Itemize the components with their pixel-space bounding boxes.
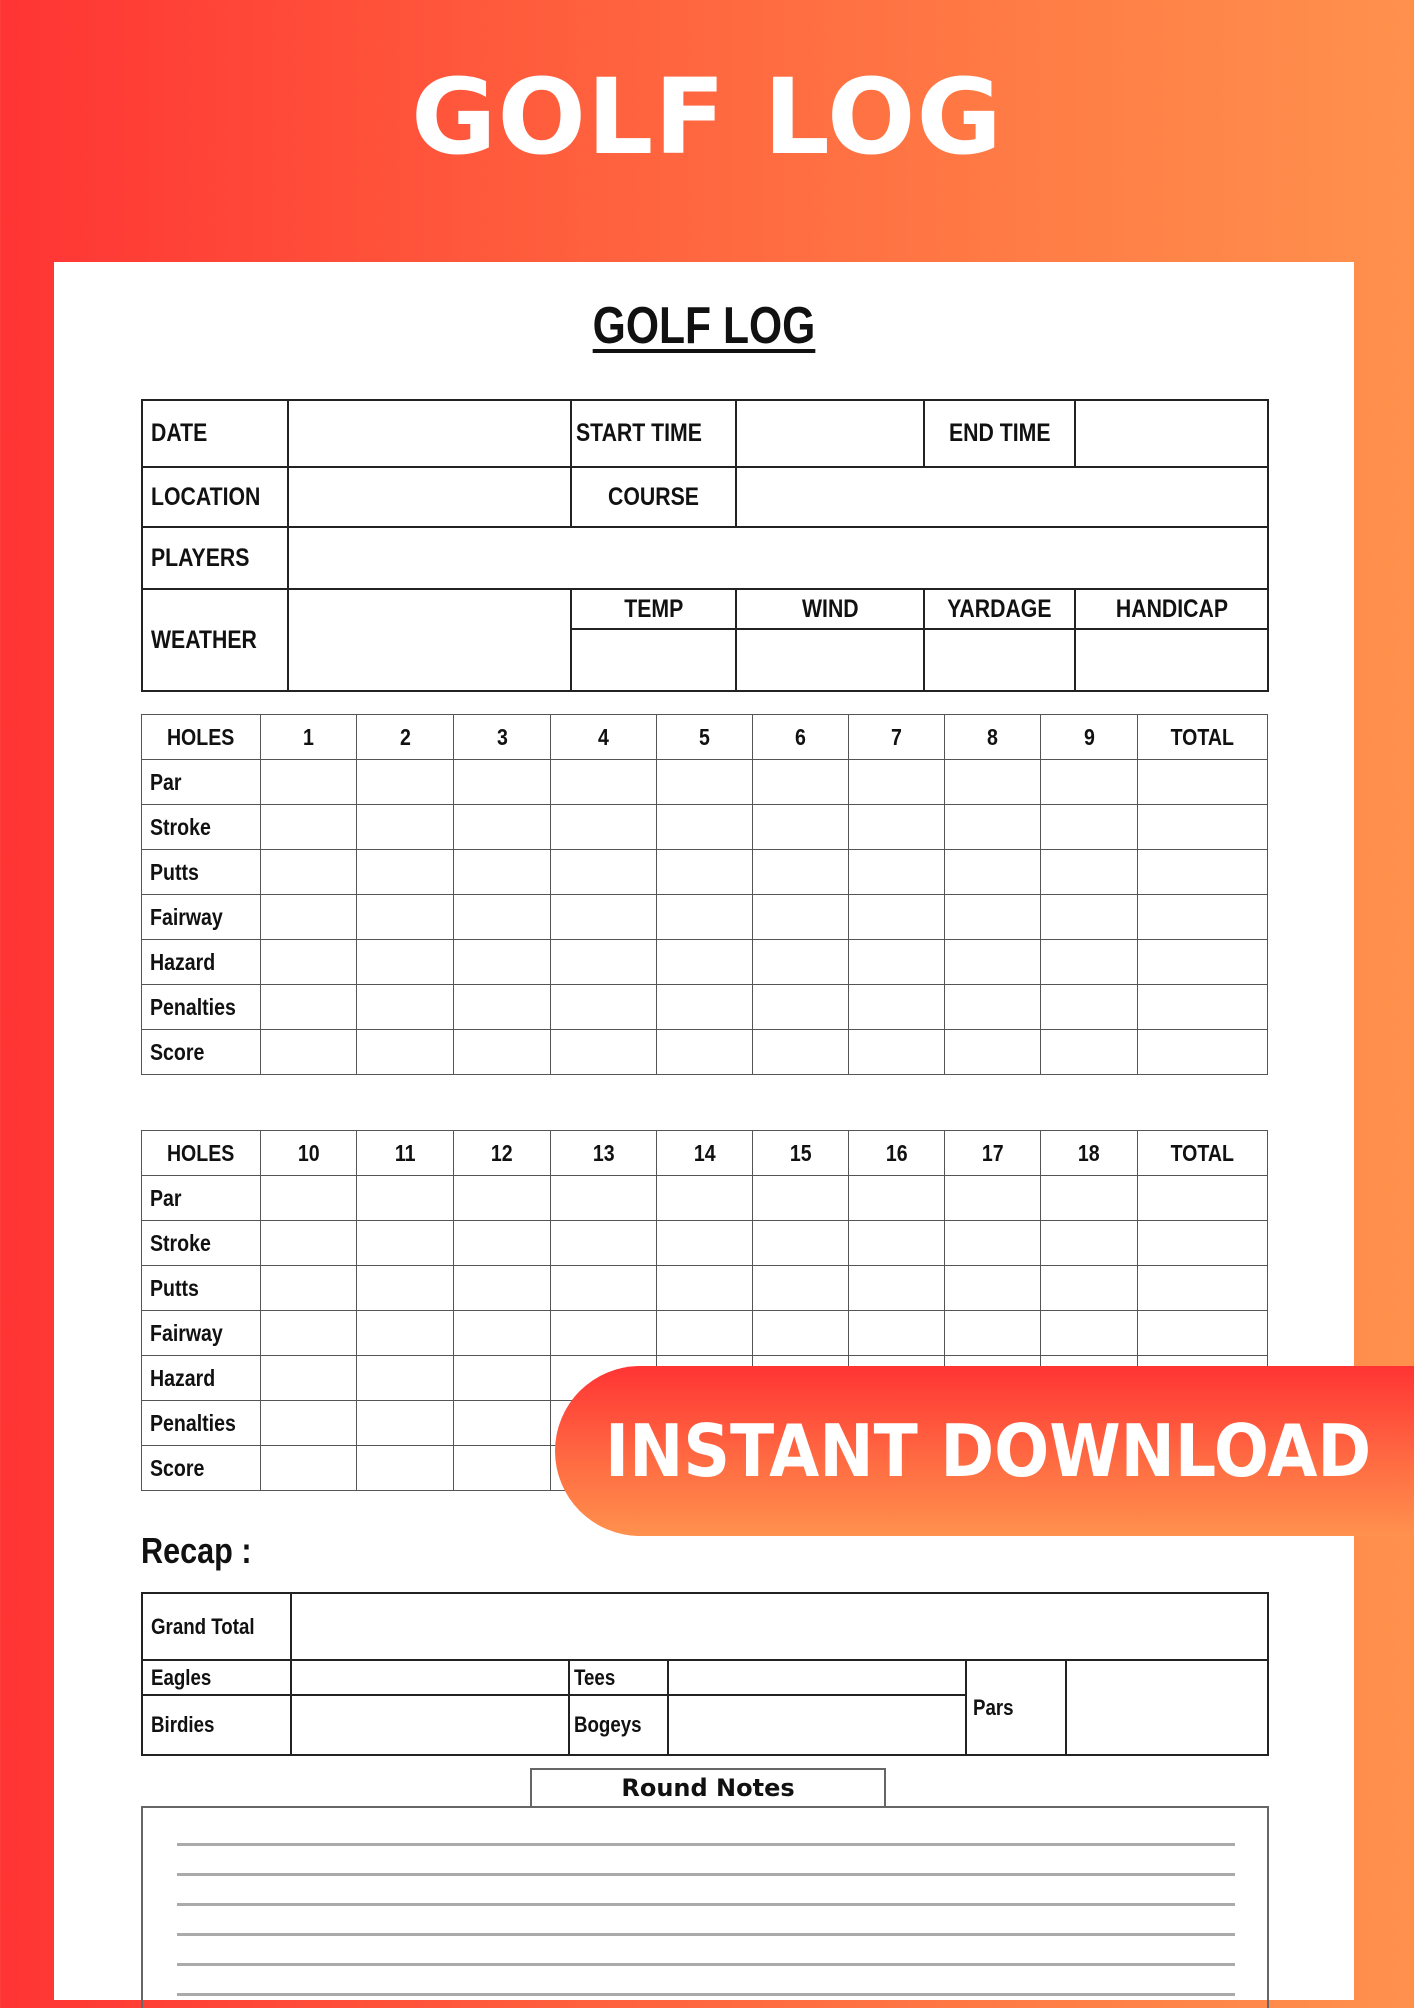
score-cell[interactable] (1138, 1266, 1268, 1311)
players-label: PLAYERS (142, 527, 288, 589)
end-time-field[interactable] (1075, 400, 1268, 467)
score-cell[interactable] (357, 850, 454, 895)
score-cell[interactable] (849, 1176, 945, 1221)
score-cell[interactable] (1041, 940, 1138, 985)
scorecard-row (142, 805, 1268, 850)
score-cell[interactable] (1041, 1266, 1138, 1311)
birdies-field[interactable] (291, 1695, 569, 1755)
row-label: Par (142, 1176, 261, 1221)
score-cell[interactable] (261, 1401, 357, 1446)
hole-number-header: 11 (357, 1131, 454, 1176)
hole-number-header: 2 (357, 715, 454, 760)
temp-field[interactable] (571, 629, 736, 691)
score-cell[interactable] (357, 1311, 454, 1356)
score-cell[interactable] (753, 1221, 849, 1266)
hole-number-header: 15 (753, 1131, 849, 1176)
score-cell[interactable] (261, 1030, 357, 1075)
score-cell[interactable] (849, 1030, 945, 1075)
hole-number-header: 8 (945, 715, 1041, 760)
score-cell[interactable] (261, 805, 357, 850)
score-cell[interactable] (261, 1266, 357, 1311)
score-cell[interactable] (657, 1266, 753, 1311)
score-cell[interactable] (1041, 895, 1138, 940)
hole-number-header: 10 (261, 1131, 357, 1176)
score-cell[interactable] (1138, 895, 1268, 940)
score-cell[interactable] (454, 805, 551, 850)
scorecard-header-row (142, 1131, 1268, 1176)
pars-field[interactable] (1066, 1660, 1268, 1755)
score-cell[interactable] (849, 1311, 945, 1356)
score-cell[interactable] (551, 895, 657, 940)
score-cell[interactable] (945, 760, 1041, 805)
score-cell[interactable] (753, 940, 849, 985)
pars-label: Pars (966, 1660, 1066, 1755)
row-label: Putts (142, 850, 261, 895)
score-cell[interactable] (357, 805, 454, 850)
hole-number-header: 9 (1041, 715, 1138, 760)
yardage-field[interactable] (924, 629, 1075, 691)
hole-number-header: 16 (849, 1131, 945, 1176)
score-cell[interactable] (657, 805, 753, 850)
score-cell[interactable] (357, 760, 454, 805)
wind-field[interactable] (736, 629, 924, 691)
score-cell[interactable] (945, 1176, 1041, 1221)
score-cell[interactable] (357, 1401, 454, 1446)
score-cell[interactable] (1041, 1176, 1138, 1221)
score-cell[interactable] (551, 985, 657, 1030)
score-cell[interactable] (454, 1446, 551, 1491)
scorecard-row (142, 850, 1268, 895)
date-label: DATE (142, 400, 288, 467)
score-cell[interactable] (753, 985, 849, 1030)
score-cell[interactable] (1041, 1030, 1138, 1075)
score-cell[interactable] (261, 1446, 357, 1491)
grand-total-label: Grand Total (142, 1593, 291, 1660)
hole-number-header: 18 (1041, 1131, 1138, 1176)
handicap-label: HANDICAP (1075, 589, 1268, 629)
score-cell[interactable] (945, 1030, 1041, 1075)
course-label: COURSE (571, 467, 736, 527)
holes-header: HOLES (142, 715, 261, 760)
row-label: Score (142, 1030, 261, 1075)
hole-number-header: 7 (849, 715, 945, 760)
scorecard-row (142, 1266, 1268, 1311)
score-cell[interactable] (849, 1221, 945, 1266)
score-cell[interactable] (1138, 1311, 1268, 1356)
score-cell[interactable] (551, 1030, 657, 1075)
end-time-label: END TIME (924, 400, 1075, 467)
row-label: Putts (142, 1266, 261, 1311)
score-cell[interactable] (849, 985, 945, 1030)
score-cell[interactable] (657, 1221, 753, 1266)
note-line (177, 1993, 1235, 1996)
scorecard-header-row (142, 715, 1268, 760)
score-cell[interactable] (261, 940, 357, 985)
row-label: Fairway (142, 1311, 261, 1356)
row-label: Score (142, 1446, 261, 1491)
score-cell[interactable] (849, 940, 945, 985)
front-nine-scorecard (141, 714, 1268, 1075)
score-cell[interactable] (551, 760, 657, 805)
banner-title: GOLF LOG (411, 56, 1003, 178)
score-cell[interactable] (357, 940, 454, 985)
score-cell[interactable] (945, 850, 1041, 895)
scorecard-row (142, 1030, 1268, 1075)
yardage-label: YARDAGE (924, 589, 1075, 629)
score-cell[interactable] (945, 805, 1041, 850)
start-time-label: START TIME (571, 400, 736, 467)
score-cell[interactable] (945, 895, 1041, 940)
tees-label: Tees (569, 1660, 668, 1695)
course-field[interactable] (736, 467, 1268, 527)
score-cell[interactable] (1041, 760, 1138, 805)
score-cell[interactable] (261, 1221, 357, 1266)
score-cell[interactable] (1138, 940, 1268, 985)
score-cell[interactable] (849, 805, 945, 850)
handicap-field[interactable] (1075, 629, 1268, 691)
row-label: Stroke (142, 1221, 261, 1266)
row-label: Stroke (142, 805, 261, 850)
hole-number-header: 3 (454, 715, 551, 760)
score-cell[interactable] (945, 1266, 1041, 1311)
score-cell[interactable] (454, 850, 551, 895)
sheet-title: GOLF LOG (592, 297, 816, 355)
round-info-table (141, 399, 1269, 692)
score-cell[interactable] (357, 1176, 454, 1221)
row-label: Fairway (142, 895, 261, 940)
score-cell[interactable] (849, 895, 945, 940)
round-notes-area[interactable] (141, 1806, 1269, 2008)
round-notes-title: Round Notes (530, 1768, 886, 1806)
row-label: Penalties (142, 985, 261, 1030)
hole-number-header: 1 (261, 715, 357, 760)
score-cell[interactable] (1041, 1221, 1138, 1266)
score-cell[interactable] (1041, 985, 1138, 1030)
score-cell[interactable] (357, 1030, 454, 1075)
note-line (177, 1873, 1235, 1876)
score-cell[interactable] (657, 1311, 753, 1356)
scorecard-row (142, 1221, 1268, 1266)
row-label: Penalties (142, 1401, 261, 1446)
score-cell[interactable] (753, 805, 849, 850)
hole-number-header: 14 (657, 1131, 753, 1176)
score-cell[interactable] (657, 760, 753, 805)
score-cell[interactable] (454, 1266, 551, 1311)
temp-label: TEMP (571, 589, 736, 629)
score-cell[interactable] (1138, 805, 1268, 850)
players-field[interactable] (288, 527, 1268, 589)
score-cell[interactable] (454, 1401, 551, 1446)
wind-label: WIND (736, 589, 924, 629)
row-label: Par (142, 760, 261, 805)
total-header: TOTAL (1138, 715, 1268, 760)
score-cell[interactable] (454, 1356, 551, 1401)
score-cell[interactable] (551, 805, 657, 850)
score-cell[interactable] (454, 1176, 551, 1221)
score-cell[interactable] (1138, 850, 1268, 895)
score-cell[interactable] (753, 1266, 849, 1311)
score-cell[interactable] (753, 1030, 849, 1075)
score-cell[interactable] (945, 985, 1041, 1030)
score-cell[interactable] (261, 985, 357, 1030)
score-cell[interactable] (551, 1266, 657, 1311)
score-cell[interactable] (657, 985, 753, 1030)
hole-number-header: 5 (657, 715, 753, 760)
tees-field[interactable] (668, 1660, 966, 1695)
score-cell[interactable] (261, 1311, 357, 1356)
score-cell[interactable] (945, 1311, 1041, 1356)
start-time-field[interactable] (736, 400, 924, 467)
score-cell[interactable] (657, 940, 753, 985)
score-cell[interactable] (357, 1356, 454, 1401)
score-cell[interactable] (261, 1356, 357, 1401)
hole-number-header: 6 (753, 715, 849, 760)
score-cell[interactable] (454, 760, 551, 805)
score-cell[interactable] (454, 1030, 551, 1075)
score-cell[interactable] (1138, 1221, 1268, 1266)
score-cell[interactable] (753, 895, 849, 940)
score-cell[interactable] (1041, 1311, 1138, 1356)
score-cell[interactable] (357, 985, 454, 1030)
score-cell[interactable] (454, 1311, 551, 1356)
location-label: LOCATION (142, 467, 288, 527)
grand-total-field[interactable] (291, 1593, 1268, 1660)
score-cell[interactable] (945, 940, 1041, 985)
score-cell[interactable] (551, 1311, 657, 1356)
score-cell[interactable] (657, 850, 753, 895)
scorecard-row (142, 760, 1268, 805)
score-cell[interactable] (454, 985, 551, 1030)
hole-number-header: 17 (945, 1131, 1041, 1176)
recap-table (141, 1592, 1269, 1756)
scorecard-row (142, 940, 1268, 985)
score-cell[interactable] (753, 1176, 849, 1221)
score-cell[interactable] (357, 895, 454, 940)
score-cell[interactable] (357, 1266, 454, 1311)
score-cell[interactable] (849, 1266, 945, 1311)
holes-header: HOLES (142, 1131, 261, 1176)
date-field[interactable] (288, 400, 571, 467)
row-label: Hazard (142, 1356, 261, 1401)
scorecard-row (142, 1176, 1268, 1221)
score-cell[interactable] (1138, 760, 1268, 805)
instant-download-badge[interactable] (555, 1366, 1414, 1536)
score-cell[interactable] (454, 1221, 551, 1266)
score-cell[interactable] (357, 1221, 454, 1266)
score-cell[interactable] (753, 850, 849, 895)
score-cell[interactable] (849, 760, 945, 805)
front-nine-body (142, 715, 1268, 1075)
score-cell[interactable] (551, 1176, 657, 1221)
score-cell[interactable] (849, 850, 945, 895)
score-cell[interactable] (551, 940, 657, 985)
instant-download-label: INSTANT DOWNLOAD (605, 1409, 1372, 1493)
eagles-label: Eagles (142, 1660, 291, 1695)
note-line (177, 1933, 1235, 1936)
bogeys-field[interactable] (668, 1695, 966, 1755)
birdies-label: Birdies (142, 1695, 291, 1755)
score-cell[interactable] (753, 1311, 849, 1356)
scorecard-row (142, 1311, 1268, 1356)
row-label: Hazard (142, 940, 261, 985)
note-line (177, 1903, 1235, 1906)
score-cell[interactable] (1138, 1030, 1268, 1075)
score-cell[interactable] (551, 1221, 657, 1266)
hole-number-header: 12 (454, 1131, 551, 1176)
note-line (177, 1963, 1235, 1966)
recap-title: Recap : (141, 1530, 252, 1571)
score-cell[interactable] (357, 1446, 454, 1491)
score-cell[interactable] (945, 1221, 1041, 1266)
score-cell[interactable] (261, 1176, 357, 1221)
score-cell[interactable] (753, 760, 849, 805)
total-header: TOTAL (1138, 1131, 1268, 1176)
weather-field[interactable] (288, 589, 571, 691)
score-cell[interactable] (657, 895, 753, 940)
score-cell[interactable] (1041, 805, 1138, 850)
score-cell[interactable] (261, 760, 357, 805)
bogeys-label: Bogeys (569, 1695, 668, 1755)
score-cell[interactable] (261, 850, 357, 895)
eagles-field[interactable] (291, 1660, 569, 1695)
score-cell[interactable] (657, 1030, 753, 1075)
hole-number-header: 4 (551, 715, 657, 760)
weather-label: WEATHER (142, 589, 288, 691)
score-cell[interactable] (1138, 985, 1268, 1030)
score-cell[interactable] (454, 895, 551, 940)
location-field[interactable] (288, 467, 571, 527)
score-cell[interactable] (1041, 850, 1138, 895)
note-line (177, 1843, 1235, 1846)
hole-number-header: 13 (551, 1131, 657, 1176)
scorecard-row (142, 985, 1268, 1030)
score-cell[interactable] (551, 850, 657, 895)
scorecard-row (142, 895, 1268, 940)
score-cell[interactable] (454, 940, 551, 985)
score-cell[interactable] (657, 1176, 753, 1221)
score-cell[interactable] (1138, 1176, 1268, 1221)
score-cell[interactable] (261, 895, 357, 940)
